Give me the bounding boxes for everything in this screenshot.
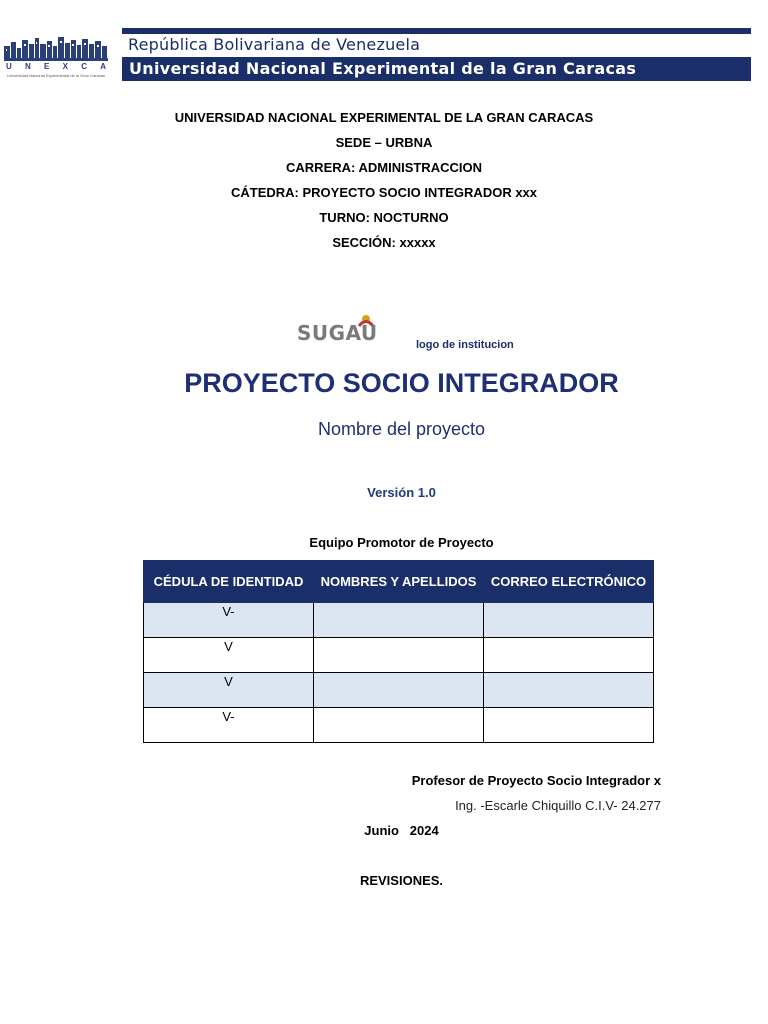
table-cell[interactable]: [484, 708, 654, 743]
table-cell[interactable]: [314, 708, 484, 743]
document-title: PROYECTO SOCIO INTEGRADOR: [184, 368, 619, 398]
seccion: SECCIÓN: xxxxx: [332, 235, 436, 250]
sede: SEDE – URBNA: [335, 135, 433, 150]
institution-logo: [297, 313, 417, 349]
catedra: CÁTEDRA: PROYECTO SOCIO INTEGRADOR xxx: [230, 185, 538, 200]
document-header: [0, 26, 768, 86]
institution-logo-text: SUGAU: [297, 321, 378, 345]
table-row: [144, 673, 654, 708]
version-label: Versión 1.0: [367, 485, 436, 500]
logo-letter: C: [81, 62, 87, 71]
header-banner: [122, 57, 751, 81]
column-header: CÉDULA DE IDENTIDAD: [144, 561, 314, 603]
header-country: República Bolivariana de Venezuela: [128, 35, 421, 54]
table-cell[interactable]: [484, 673, 654, 708]
table-cell[interactable]: [314, 638, 484, 673]
column-header: NOMBRES Y APELLIDOS: [314, 561, 484, 603]
table-header-row: [144, 561, 654, 603]
revisions-heading: REVISIONES.: [359, 873, 444, 888]
document-date: Junio 2024: [364, 823, 439, 838]
logo-subtext: Universidad Nacional Experimental de la Gran Caracas: [6, 73, 106, 78]
column-header: CORREO ELECTRÓNICO: [484, 561, 654, 603]
city-skyline-icon: [4, 32, 108, 62]
table-cell[interactable]: V: [144, 673, 314, 708]
carrera: CARRERA: ADMINISTRACCION: [286, 160, 482, 175]
logo-caption: logo de institucion: [416, 339, 514, 351]
table-row: [144, 708, 654, 743]
unexca-logo: [4, 32, 108, 84]
logo-letter: N: [25, 62, 31, 71]
professor-name: Ing. -Escarle Chiquillo C.I.V- 24.277: [455, 798, 661, 813]
logo-letters: [6, 62, 106, 71]
header-university: Universidad Nacional Experimental de la Gran Caracas: [129, 59, 637, 78]
table-row: [144, 638, 654, 673]
table-cell[interactable]: [484, 603, 654, 638]
turno: TURNO: NOCTURNO: [319, 210, 449, 225]
table-cell[interactable]: V: [144, 638, 314, 673]
logo-letter: U: [6, 62, 12, 71]
professor-role: Profesor de Proyecto Socio Integrador x: [411, 773, 661, 788]
team-table: [143, 560, 654, 743]
project-name: Nombre del proyecto: [317, 419, 486, 439]
table-cell[interactable]: [484, 638, 654, 673]
table-cell[interactable]: [314, 603, 484, 638]
table-cell[interactable]: V-: [144, 603, 314, 638]
team-caption: Equipo Promotor de Proyecto: [309, 535, 494, 550]
table-row: [144, 603, 654, 638]
logo-letter: A: [100, 62, 106, 71]
table-cell[interactable]: [314, 673, 484, 708]
header-rule: [122, 28, 751, 34]
logo-letter: E: [44, 62, 50, 71]
university-name: UNIVERSIDAD NACIONAL EXPERIMENTAL DE LA GRAN CARACAS: [174, 110, 594, 125]
logo-letter: X: [62, 62, 68, 71]
table-cell[interactable]: V-: [144, 708, 314, 743]
